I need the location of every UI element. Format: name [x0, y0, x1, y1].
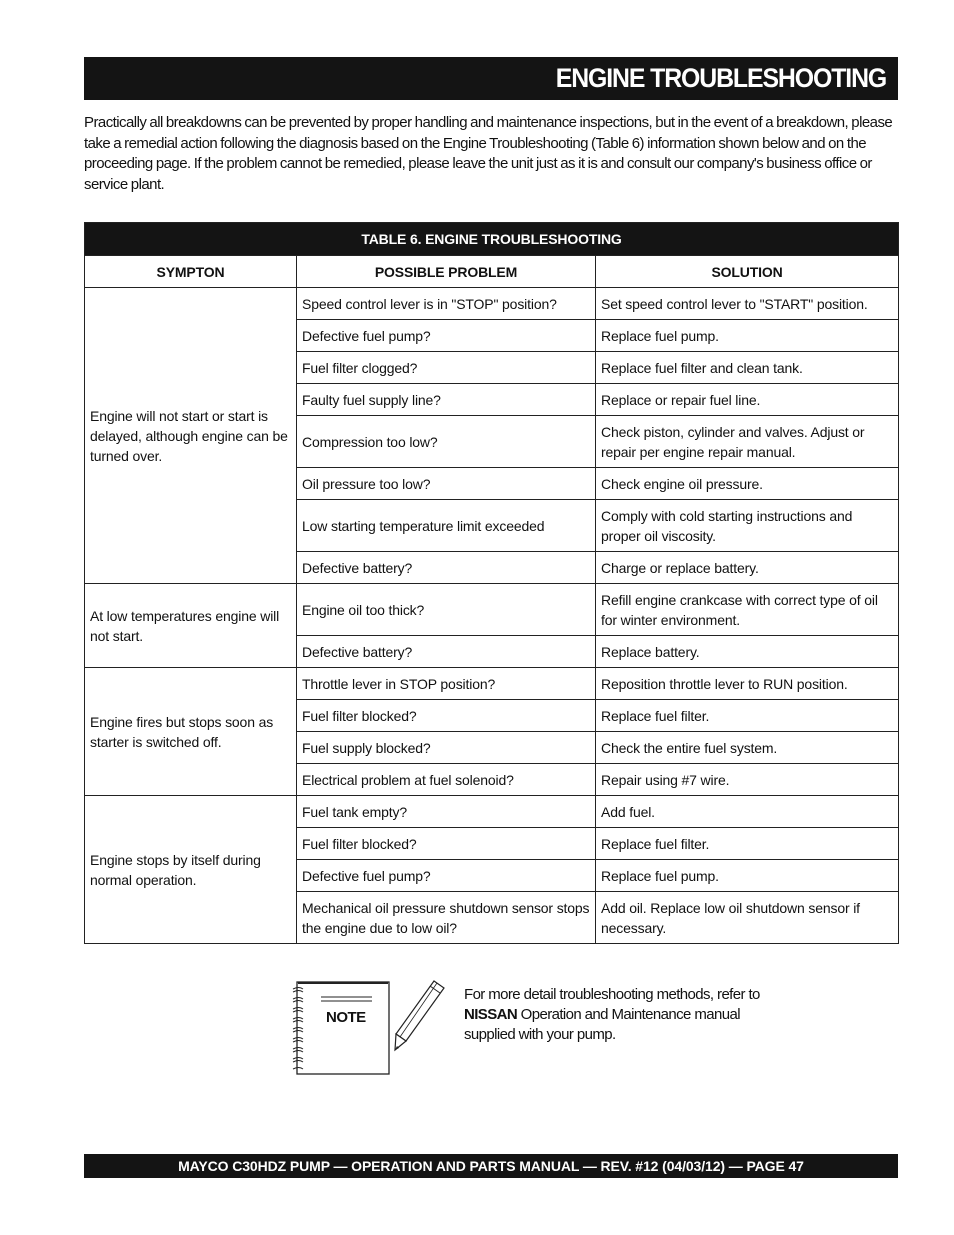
- page-title: ENGINE TROUBLESHOOTING: [555, 63, 886, 93]
- symptom-cell: At low temperatures engine will not start.: [85, 584, 297, 668]
- solution-cell: Add fuel.: [596, 796, 899, 828]
- solution-cell: Check the entire fuel system.: [596, 732, 899, 764]
- notepad-pencil-icon: [288, 978, 468, 1078]
- solution-cell: Repair using #7 wire.: [596, 764, 899, 796]
- solution-cell: Check piston, cylinder and valves. Adjust or repair per engine repair manual.: [596, 416, 899, 468]
- footer-text: MAYCO C30HDZ PUMP — OPERATION AND PARTS MANUAL — REV. #12 (04/03/12) — PAGE 47: [178, 1158, 804, 1174]
- column-header-problem: POSSIBLE PROBLEM: [297, 256, 596, 288]
- troubleshooting-table: [84, 222, 899, 944]
- problem-cell: Defective battery?: [297, 552, 596, 584]
- page-title-bar: [84, 57, 898, 100]
- problem-cell: Faulty fuel supply line?: [297, 384, 596, 416]
- problem-cell: Oil pressure too low?: [297, 468, 596, 500]
- note-text-before: For more detail troubleshooting methods, refer to: [464, 986, 760, 1003]
- problem-cell: Mechanical oil pressure shutdown sensor stops the engine due to low oil?: [297, 892, 596, 944]
- symptom-cell: Engine stops by itself during normal operation.: [85, 796, 297, 944]
- solution-cell: Replace fuel filter.: [596, 700, 899, 732]
- problem-cell: Defective fuel pump?: [297, 320, 596, 352]
- note-graphic: [288, 978, 468, 1078]
- solution-cell: Replace fuel filter and clean tank.: [596, 352, 899, 384]
- solution-cell: Add oil. Replace low oil shutdown sensor if necessary.: [596, 892, 899, 944]
- problem-cell: Fuel filter blocked?: [297, 828, 596, 860]
- table-row: [85, 584, 899, 636]
- solution-cell: Replace or repair fuel line.: [596, 384, 899, 416]
- intro-paragraph: Practically all breakdowns can be prevented by proper handling and maintenance inspections, but in the event of a breakdown, please take a remedial action following the diagnosis based on the Engine Troubleshooting (Table 6) information shown below and on the proceeding page. If the problem cannot be remedied, please leave the unit just as it is and consult our company's business office or service plant.: [84, 114, 893, 193]
- solution-cell: Comply with cold starting instructions and proper oil viscosity.: [596, 500, 899, 552]
- solution-cell: Replace fuel pump.: [596, 320, 899, 352]
- problem-cell: Low starting temperature limit exceeded: [297, 500, 596, 552]
- solution-cell: Reposition throttle lever to RUN position.: [596, 668, 899, 700]
- table-caption: TABLE 6. ENGINE TROUBLESHOOTING: [85, 223, 899, 256]
- table-row: [85, 668, 899, 700]
- problem-cell: Defective battery?: [297, 636, 596, 668]
- table-row: [85, 796, 899, 828]
- solution-cell: Replace fuel pump.: [596, 860, 899, 892]
- problem-cell: Fuel filter clogged?: [297, 352, 596, 384]
- solution-cell: Set speed control lever to "START" position.: [596, 288, 899, 320]
- problem-cell: Engine oil too thick?: [297, 584, 596, 636]
- problem-cell: Fuel filter blocked?: [297, 700, 596, 732]
- problem-cell: Throttle lever in STOP position?: [297, 668, 596, 700]
- column-header-symptom: SYMPTON: [85, 256, 297, 288]
- solution-cell: Replace battery.: [596, 636, 899, 668]
- note-brand: NISSAN: [464, 1006, 518, 1023]
- solution-cell: Charge or replace battery.: [596, 552, 899, 584]
- note-text: [464, 985, 774, 1045]
- symptom-cell: Engine will not start or start is delayed, although engine can be turned over.: [85, 288, 297, 584]
- solution-cell: Refill engine crankcase with correct type of oil for winter environment.: [596, 584, 899, 636]
- problem-cell: Defective fuel pump?: [297, 860, 596, 892]
- note-text-after: Operation and Maintenance manual supplied with your pump.: [464, 1006, 740, 1043]
- solution-cell: Replace fuel filter.: [596, 828, 899, 860]
- symptom-cell: Engine fires but stops soon as starter is switched off.: [85, 668, 297, 796]
- problem-cell: Electrical problem at fuel solenoid?: [297, 764, 596, 796]
- problem-cell: Speed control lever is in "STOP" position?: [297, 288, 596, 320]
- table-row: [85, 288, 899, 320]
- problem-cell: Fuel tank empty?: [297, 796, 596, 828]
- solution-cell: Check engine oil pressure.: [596, 468, 899, 500]
- column-header-solution: SOLUTION: [596, 256, 899, 288]
- problem-cell: Compression too low?: [297, 416, 596, 468]
- note-label: NOTE: [326, 1009, 366, 1026]
- footer-bar: [84, 1154, 898, 1178]
- problem-cell: Fuel supply blocked?: [297, 732, 596, 764]
